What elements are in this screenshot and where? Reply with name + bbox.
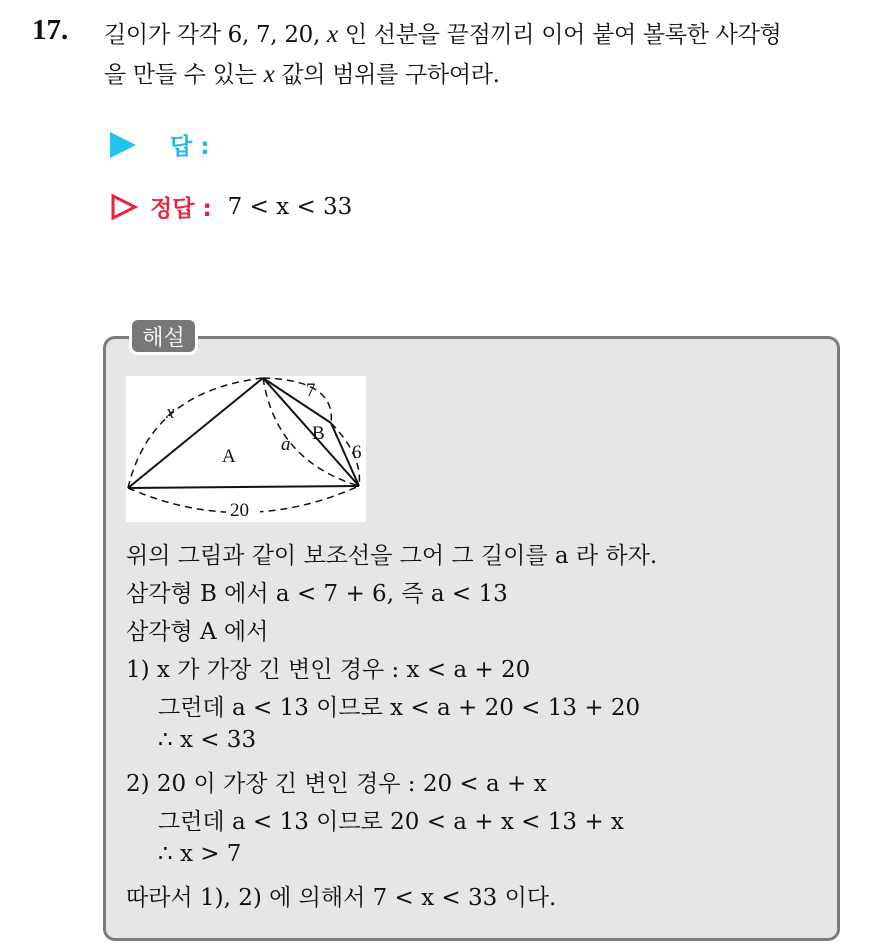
correct-answer-value: 7 < x < 33: [227, 193, 353, 220]
label-a: a: [281, 434, 291, 455]
label-B: B: [312, 423, 325, 444]
question-text: 을 만들 수 있는: [104, 62, 257, 88]
answer-row: [110, 128, 209, 161]
solution-line: 그런데 a < 13 이므로 x < a + 20 < 13 + 20: [158, 695, 641, 721]
answer-label: 답 :: [170, 134, 210, 160]
solution-line: 2) 20 이 가장 긴 변인 경우 : 20 < a + x: [126, 771, 547, 797]
question-text: 길이가 각각 6, 7, 20,: [104, 22, 321, 48]
question-variable: x: [263, 61, 275, 88]
label-6: 6: [352, 442, 362, 463]
quadrilateral-figure: [126, 376, 366, 522]
label-7: 7: [306, 380, 316, 401]
correct-answer-label: 정답 :: [150, 196, 212, 222]
question-text: 값의 범위를 구하여라.: [281, 62, 500, 88]
outline-triangle-icon: [110, 193, 138, 221]
solution-line: 따라서 1), 2) 에 의해서 7 < x < 33 이다.: [126, 885, 557, 911]
solution-line: 삼각형 A 에서: [126, 619, 269, 645]
solution-line: 그런데 a < 13 이므로 20 < a + x < 13 + x: [158, 809, 624, 835]
solution-line: ∴ x < 33: [158, 727, 257, 753]
question-variable: x: [327, 21, 338, 48]
label-x: x: [166, 402, 175, 423]
question-text-line-1: [104, 16, 781, 49]
question-text: 인 선분을 끝점끼리 이어 붙여 볼록한 사각형: [344, 22, 782, 48]
solution-tag: 해설: [129, 317, 198, 355]
solution-line: 위의 그림과 같이 보조선을 그어 그 길이를 a 라 하자.: [126, 543, 658, 569]
side-20: [128, 486, 359, 488]
label-A: A: [222, 446, 236, 467]
side-x: [128, 378, 263, 488]
solution-line: 1) x 가 가장 긴 변인 경우 : x < a + 20: [126, 657, 531, 683]
solid-triangle-icon: [110, 132, 136, 158]
question-text-line-2: [104, 56, 500, 89]
solution-line: ∴ x > 7: [158, 841, 242, 867]
label-20: 20: [230, 500, 249, 521]
solution-line: 삼각형 B 에서 a < 7 + 6, 즉 a < 13: [126, 581, 508, 607]
correct-answer-row: [110, 190, 352, 223]
question-number: 17.: [32, 14, 69, 46]
